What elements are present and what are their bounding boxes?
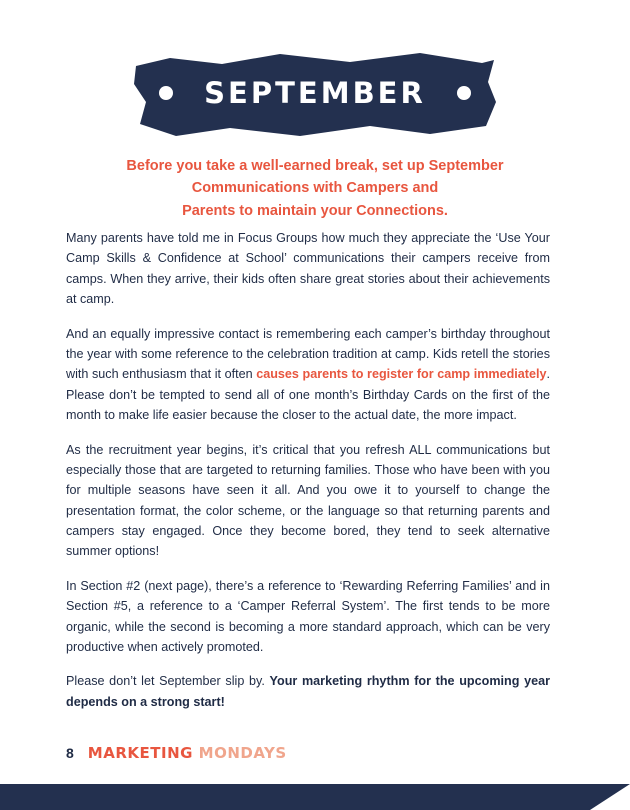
headline-line-1: Before you take a well-earned break, set up September <box>126 158 504 174</box>
banner-ribbon-shape <box>130 48 500 138</box>
paragraph-5-emphasis: Your marketing rhythm for the upcoming year depends on a strong start! <box>66 674 550 709</box>
paragraph-5 <box>66 671 550 712</box>
body-content <box>66 228 550 712</box>
headline <box>65 155 565 222</box>
month-title: SEPTEMBER <box>204 76 426 110</box>
footer-bar <box>0 784 630 810</box>
headline-line-3: Parents to maintain your Connections. <box>182 202 448 219</box>
brand-word-marketing: MARKETING <box>87 744 193 762</box>
paragraph-1: Many parents have told me in Focus Groups how much they appreciate the ‘Use Your Camp Skills & Confidence at School’ communications their campers receive from camps. When they arrive, their kids often share great stories about their achievements at camp. <box>66 231 550 307</box>
paragraph-2 <box>66 324 550 426</box>
brand-logo <box>88 744 287 762</box>
page-number: 8 <box>66 745 74 761</box>
paragraph-2-part-c: . Please don’t be tempted to send all of one month’s Birthday Cards on the first of the month to make life easier because the closer to the actual date, the more impact. <box>66 367 550 423</box>
paragraph-2-emphasis: causes parents to register for camp immediately <box>256 367 547 382</box>
paragraph-3: As the recruitment year begins, it’s critical that you refresh ALL communications but especially those that are targeted to returning families. Those who have been with you for multiple seasons have seen it all. And you owe it to yourself to change the presentation format, the color scheme, or the language so that returning parents and campers stay engaged. Once they become bored, they tend to seek alternative summer options! <box>66 442 550 559</box>
headline-line-2: Communications with Campers and <box>191 180 439 197</box>
paragraph-2-part-a: And an equally impressive contact is remembering each camper’s birthday throughout the year with some reference to the celebration tradition at camp. Kids retell the stories with such enthusiasm that it often <box>66 326 550 382</box>
brand-word-mondays: MONDAYS <box>198 744 287 762</box>
september-banner <box>0 48 630 138</box>
footer-corner-notch <box>590 784 630 810</box>
footer <box>66 744 287 762</box>
paragraph-4: In Section #2 (next page), there’s a reference to ‘Rewarding Referring Families’ and in Section #5, a reference to a ‘Camper Referral System’. The first tends to be more organic, while the second is becoming a more standard approach, which can be very productive when actively promoted. <box>66 578 550 655</box>
paragraph-5-part-a: Please don’t let September slip by. <box>66 674 270 689</box>
